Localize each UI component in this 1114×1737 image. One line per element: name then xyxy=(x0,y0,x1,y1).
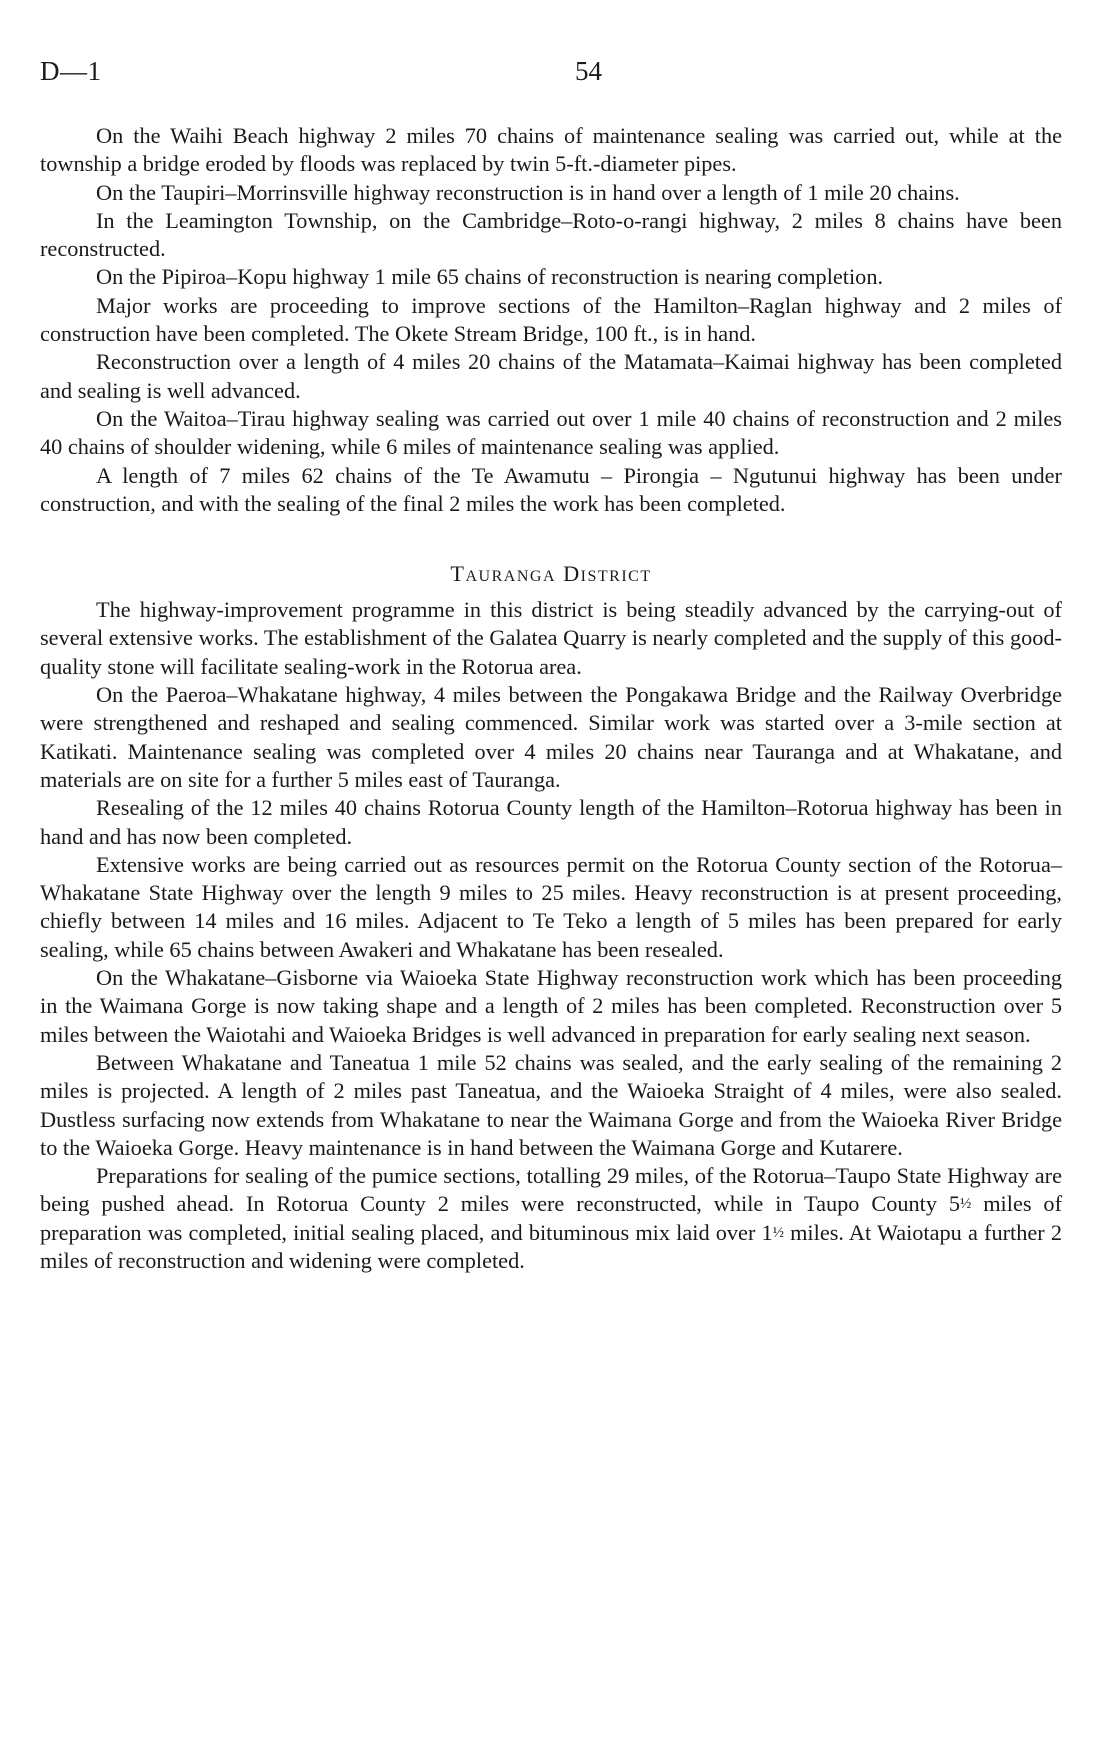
body-text xyxy=(40,122,1062,1275)
paragraph: Resealing of the 12 miles 40 chains Rotorua County length of the Hamilton–Rotorua highway has been in hand and has now been completed. xyxy=(40,795,1062,849)
tauranga-section xyxy=(40,596,1062,1275)
paragraph-text: Preparations for sealing of the pumice sections, totalling 29 miles, of the Rotorua–Taupo State Highway are being pushed ahead. In Rotorua County 2 miles were reconstructed, while in Taupo County 5 xyxy=(40,1163,1062,1217)
page-header xyxy=(40,56,1060,96)
fraction: ½ xyxy=(772,1224,784,1241)
paragraph: Between Whakatane and Taneatua 1 mile 52 chains was sealed, and the early sealing of the remaining 2 miles is projected. A length of 2 miles past Taneatua, and the Waioeka Straight of 4 miles, were also sealed. Dustless surfacing now extends from Whakatane to near the Waimana Gorge and from the Waioeka River Bridge to the Waioeka Gorge. Heavy maintenance is in hand between the Waimana Gorge and Kutarere. xyxy=(40,1049,1062,1160)
paragraph: On the Taupiri–Morrinsville highway reconstruction is in hand over a length of 1 mile 20 chains. xyxy=(96,179,960,205)
paragraph: A length of 7 miles 62 chains of the Te Awamutu – Pirongia – Ngutunui highway has been under construction, and with the sealing of the final 2 miles the work has been completed. xyxy=(40,462,1062,516)
page-number: 54 xyxy=(575,56,602,86)
document-reference: D—1 xyxy=(40,56,102,86)
paragraph-text: miles of preparation was completed, initial sealing placed, and bituminous mix laid over 1 xyxy=(40,1191,1062,1245)
paragraph-text: miles. At Waiotapu a further 2 miles of reconstruction and widening were completed. xyxy=(40,1219,1062,1273)
paragraph: On the Paeroa–Whakatane highway, 4 miles between the Pongakawa Bridge and the Railway Overbridge were strengthened and reshaped and sealing commenced. Similar work was started over a 3-mile section at Katikati. Maintenance sealing was completed over 4 miles 20 chains near Tauranga and at Whakatane, and materials are on site for a further 5 miles east of Tauranga. xyxy=(40,682,1062,792)
waikato-section xyxy=(40,122,1062,518)
paragraph: Major works are proceeding to improve sections of the Hamilton–Raglan highway and 2 miles of construction have been completed. The Okete Stream Bridge, 100 ft., is in hand. xyxy=(40,292,1062,347)
section-heading: Tauranga District xyxy=(450,561,652,587)
paragraph: On the Pipiroa–Kopu highway 1 mile 65 chains of reconstruction is nearing completion. xyxy=(96,264,884,290)
paragraph: Extensive works are being carried out as resources permit on the Rotorua County section of the Rotorua–Whakatane State Highway over the length 9 miles to 25 miles. Heavy reconstruction is at present proceeding, chiefly between 14 miles and 16 miles. Adjacent to Te Teko a length of 5 miles has been prepared for early sealing, while 65 chains between Awakeri and Whakatane has been resealed. xyxy=(40,851,1062,962)
paragraph: On the Whakatane–Gisborne via Waioeka State Highway reconstruction work which has been proceeding in the Waimana Gorge is now taking shape and a length of 2 miles has been completed. Reconstruction over 5 miles between the Waiotahi and Waioeka Bridges is well advanced in preparation for early sealing next season. xyxy=(40,965,1062,1047)
paragraph: In the Leamington Township, on the Cambridge–Roto-o-rangi highway, 2 miles 8 chains have been reconstructed. xyxy=(40,207,1062,262)
fraction: ½ xyxy=(960,1196,972,1213)
paragraph: Reconstruction over a length of 4 miles 20 chains of the Matamata–Kaimai highway has been completed and sealing is well advanced. xyxy=(40,349,1062,403)
paragraph: On the Waihi Beach highway 2 miles 70 chains of maintenance sealing was carried out, while at the township a bridge eroded by floods was replaced by twin 5-ft.-diameter pipes. xyxy=(40,123,1062,177)
paragraph: The highway-improvement programme in this district is being steadily advanced by the carrying-out of several extensive works. The establishment of the Galatea Quarry is nearly completed and the supply of this good-quality stone will facilitate sealing-work in the Rotorua area. xyxy=(40,597,1062,679)
paragraph: On the Waitoa–Tirau highway sealing was carried out over 1 mile 40 chains of reconstruction and 2 miles 40 chains of shoulder widening, while 6 miles of maintenance sealing was applied. xyxy=(40,405,1062,460)
paragraph xyxy=(40,1162,1062,1275)
